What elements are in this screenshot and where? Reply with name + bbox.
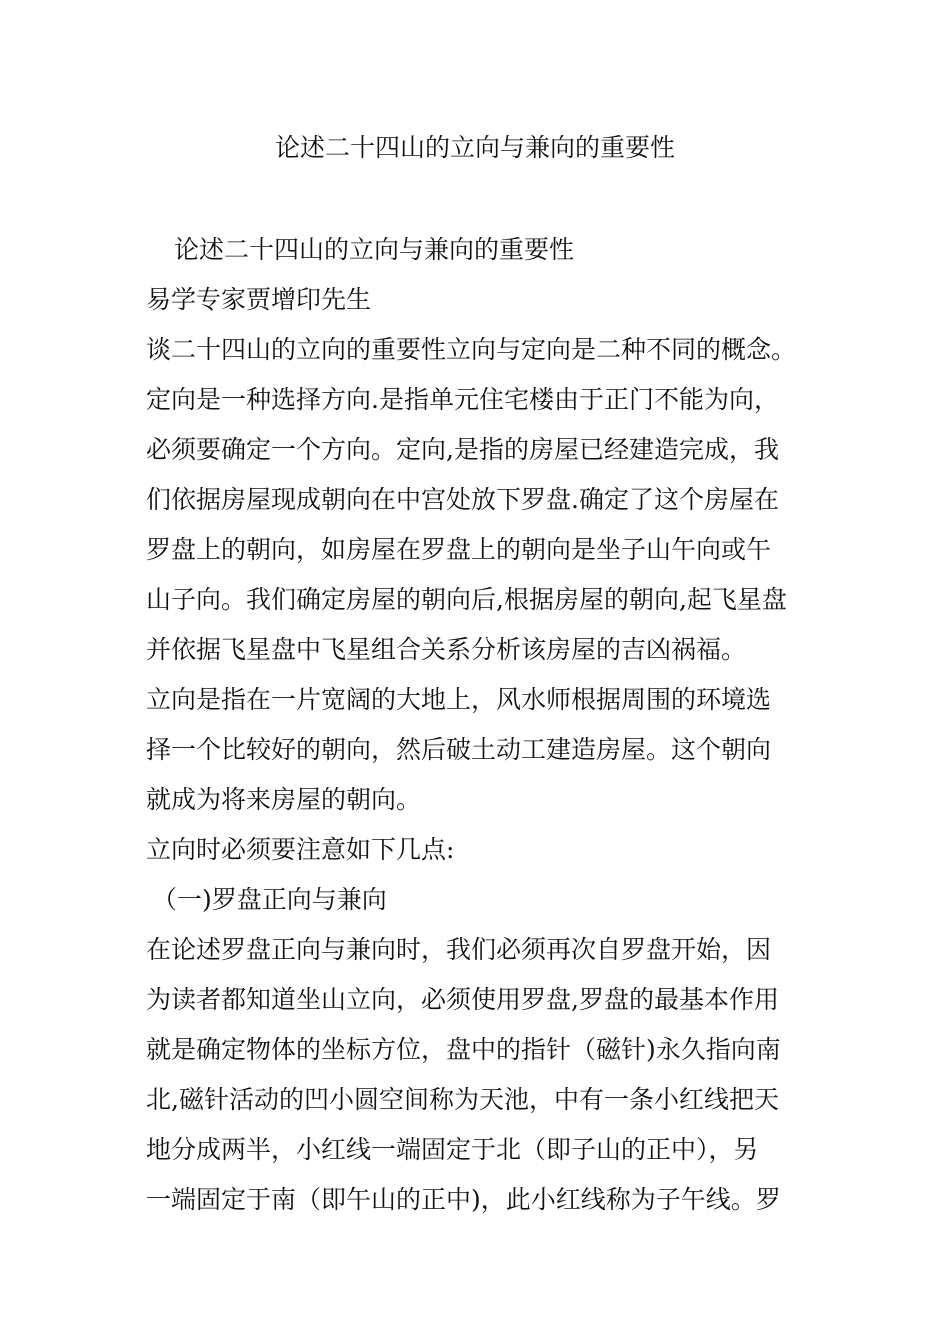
paragraph-line: 地分成两半，小红线一端固定于北（即子山的正中），另 xyxy=(146,1135,759,1164)
paragraph-line: 谈二十四山的立向的重要性立向与定向是二种不同的概念。 xyxy=(146,335,797,364)
paragraph-line: 罗盘上的朝向，如房屋在罗盘上的朝向是坐子山午向或午 xyxy=(146,535,772,564)
paragraph-line: 立向是指在一片宽阔的大地上，风水师根据周围的环境选 xyxy=(146,685,772,714)
document-body xyxy=(146,225,826,1225)
paragraph-line: 山子向。我们确定房屋的朝向后,根据房屋的朝向,起飞星盘 xyxy=(146,585,787,614)
paragraph-line: 立向时必须要注意如下几点: xyxy=(146,835,455,864)
paragraph-line: 们依据房屋现成朝向在中宫处放下罗盘.确定了这个房屋在 xyxy=(146,485,779,514)
paragraph-line: 北,磁针活动的凹小圆空间称为天池，中有一条小红线把天 xyxy=(146,1085,779,1114)
paragraph-line: 必须要确定一个方向。定向,是指的房屋已经建造完成，我 xyxy=(146,435,779,464)
paragraph-line: 并依据飞星盘中飞星组合关系分析该房屋的吉凶祸福。 xyxy=(146,635,747,664)
author-line: 易学专家贾增印先生 xyxy=(146,285,372,314)
section-heading: 论述二十四山的立向与兼向的重要性 xyxy=(174,235,575,264)
paragraph-line: 在论述罗盘正向与兼向时，我们必须再次自罗盘开始，因 xyxy=(146,935,772,964)
subsection-heading: （一)罗盘正向与兼向 xyxy=(152,885,387,914)
paragraph-line: 就是确定物体的坐标方位，盘中的指针（磁针)永久指向南 xyxy=(146,1035,781,1064)
paragraph-line: 定向是一种选择方向.是指单元住宅楼由于正门不能为向， xyxy=(146,385,779,414)
page-title: 论述二十四山的立向与兼向的重要性 xyxy=(274,133,675,162)
paragraph-line: 为读者都知道坐山立向，必须使用罗盘,罗盘的最基本作用 xyxy=(146,985,779,1014)
paragraph-line: 择一个比较好的朝向，然后破土动工建造房屋。这个朝向 xyxy=(146,735,772,764)
paragraph-line: 就成为将来房屋的朝向。 xyxy=(146,785,422,814)
paragraph-line: 一端固定于南（即午山的正中)，此小红线称为子午线。罗 xyxy=(146,1185,781,1214)
